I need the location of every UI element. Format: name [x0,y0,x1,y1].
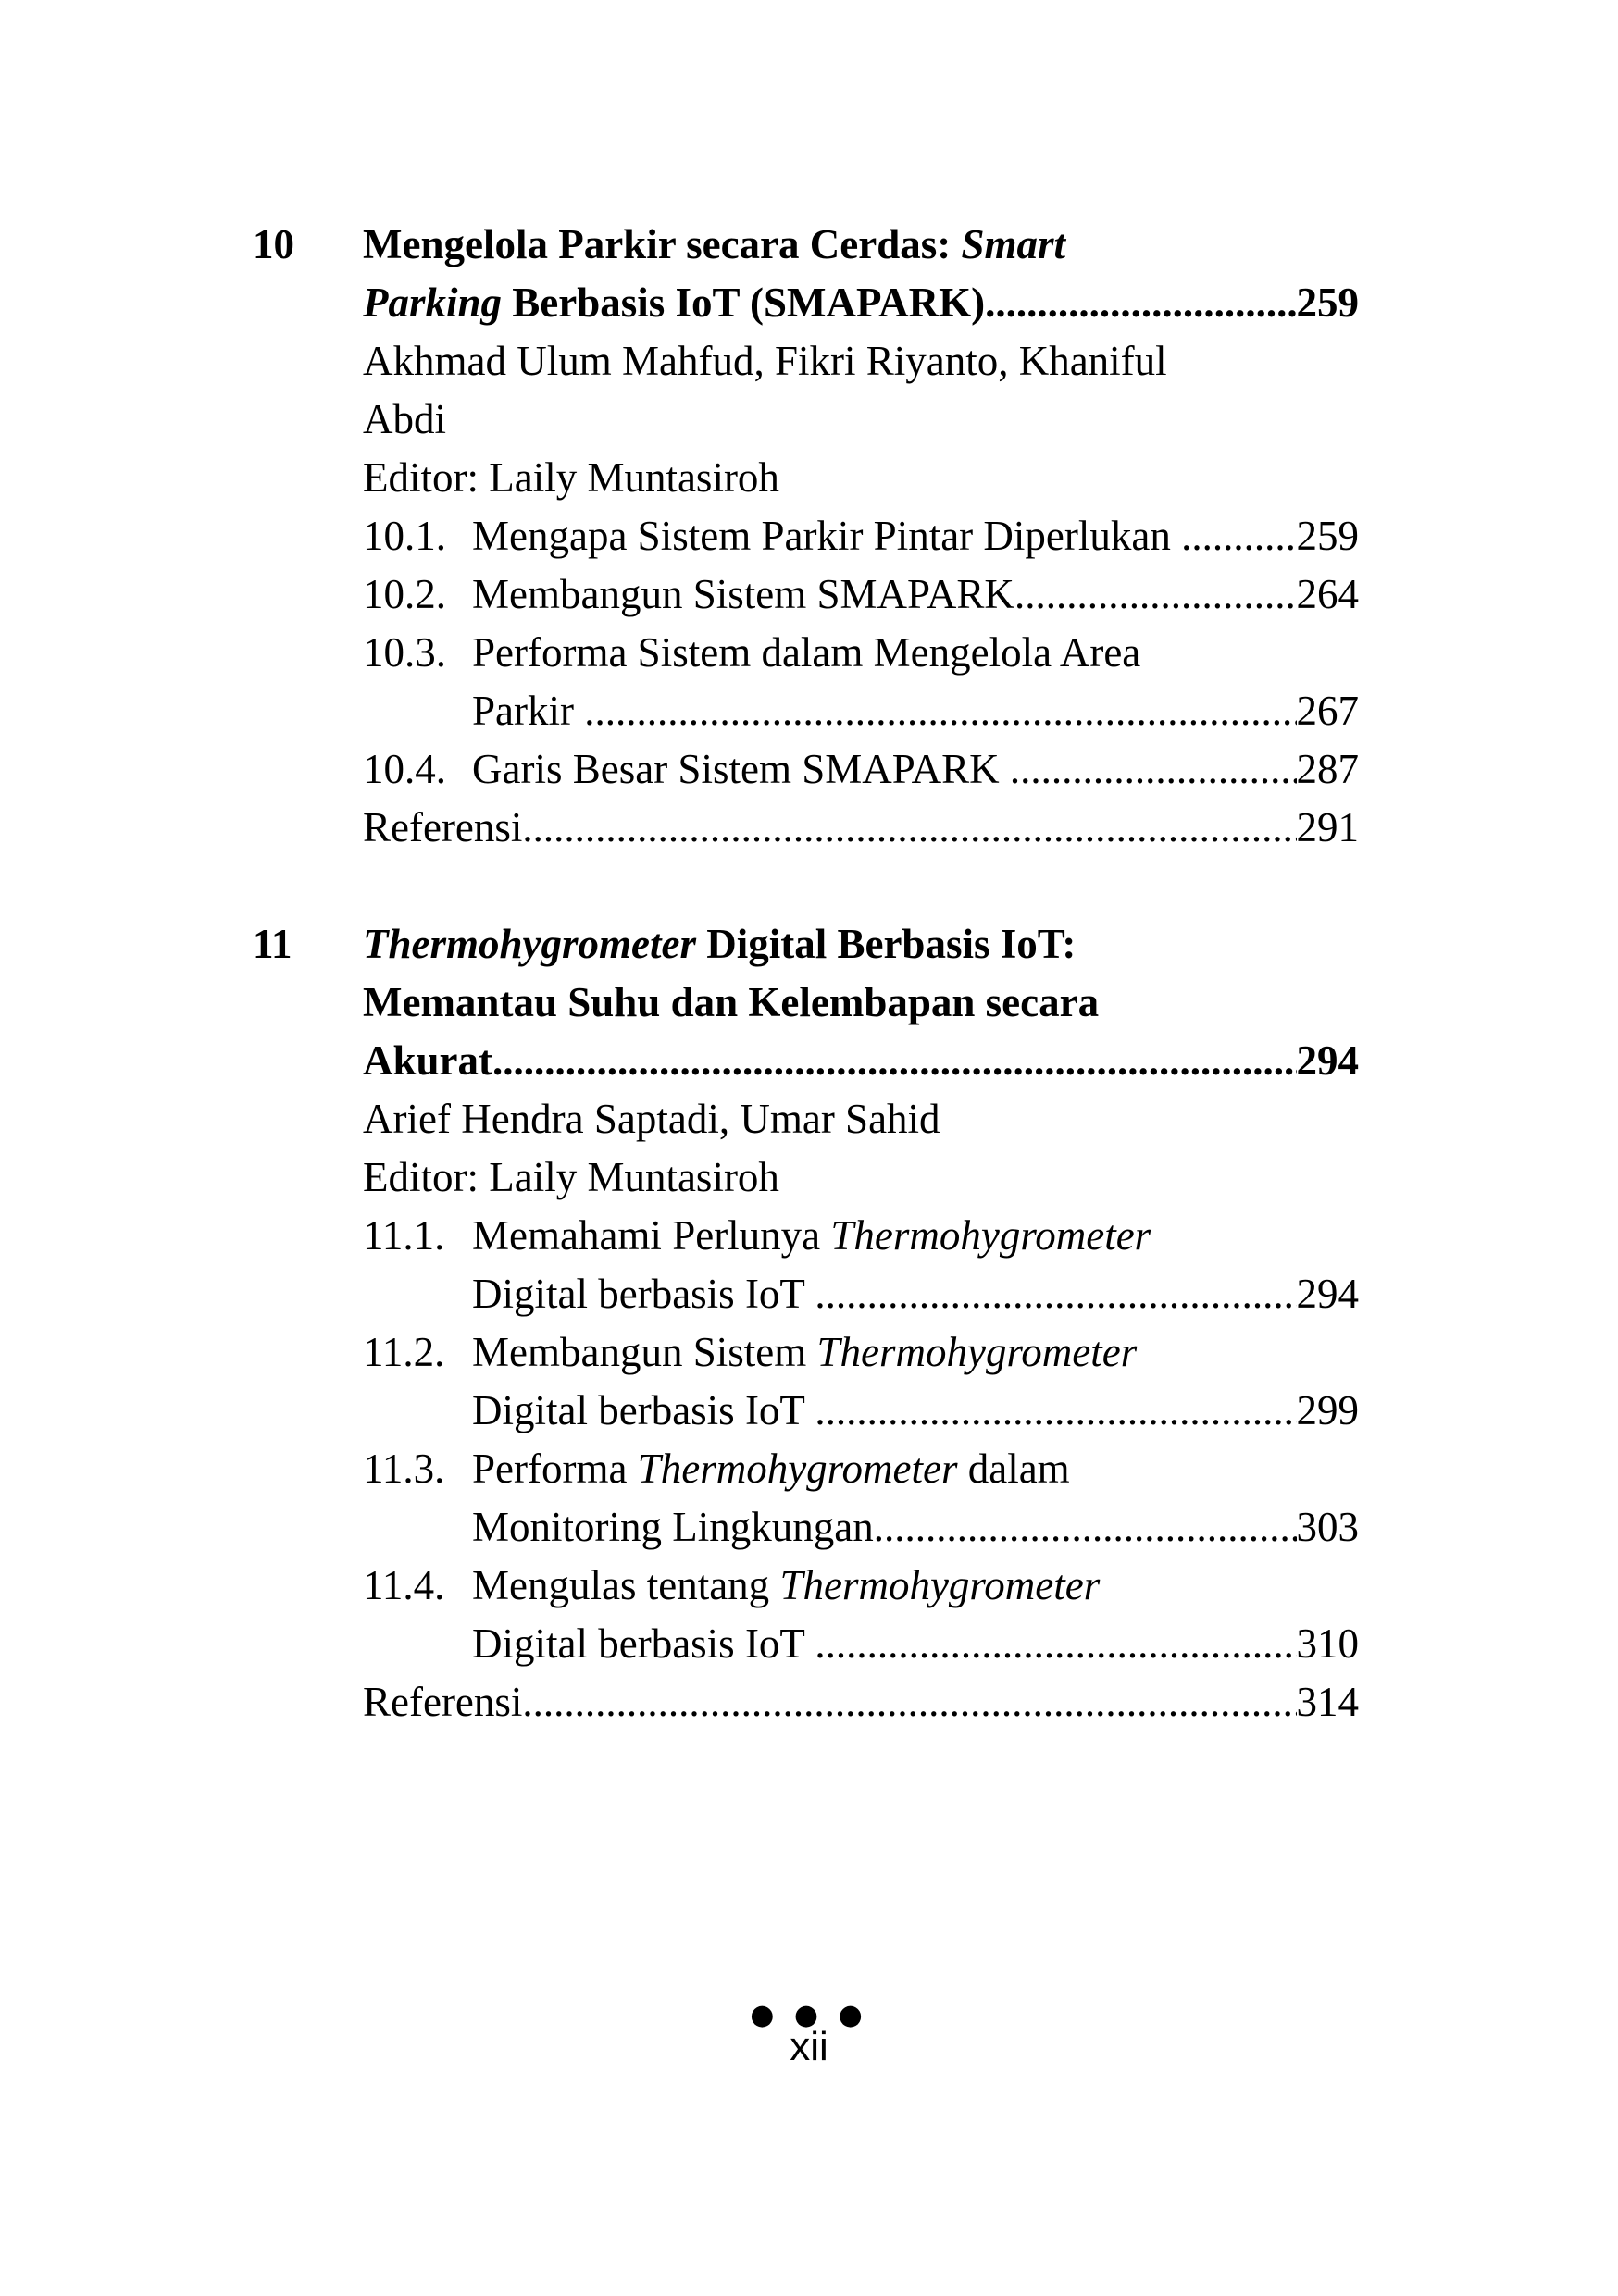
chapter-10-title-part-2: Berbasis IoT (SMAPARK) [502,279,986,326]
chapter-10-title-line-1[interactable] [363,215,1359,274]
toc-entry-10-4[interactable] [363,739,1359,799]
chapter-11-title-italic: Thermohygrometer [363,921,696,967]
section-title: Performa Sistem dalam Mengelola Area [472,629,1141,676]
references-page: 314 [1296,1679,1359,1725]
section-title-continued: Monitoring Lingkungan [472,1504,874,1550]
references-page: 291 [1296,804,1359,850]
leader-dots [815,1381,1296,1440]
leader-dots [1181,506,1296,565]
section-title-italic: Thermohygrometer [637,1446,958,1492]
references-label: Referensi [363,1679,523,1725]
section-number: 10.1. [363,513,446,559]
chapter-11-title-part-3: Akurat [363,1037,493,1084]
leader-dots [815,1264,1296,1323]
chapter-11-number: 11 [253,921,292,967]
leader-dots [874,1497,1297,1557]
section-title-italic: Thermohygrometer [830,1212,1151,1259]
section-title-continued: Digital berbasis IoT [472,1620,815,1667]
toc-entry-11-2-line-1[interactable] [363,1322,1359,1382]
chapter-11-authors: Arief Hendra Saptadi, Umar Sahid [363,1096,940,1142]
section-page: 287 [1296,746,1359,792]
section-number: 10.2. [363,571,446,617]
section-page: 264 [1296,571,1359,617]
section-title: Performa [472,1446,638,1492]
section-page: 259 [1296,513,1359,559]
toc-entry-11-references[interactable] [363,1672,1359,1731]
section-title: Garis Besar Sistem SMAPARK [472,746,1010,792]
section-page: 310 [1296,1620,1359,1667]
toc-entry-10-references[interactable] [363,798,1359,857]
chapter-10-title-line-2[interactable] [363,273,1359,332]
section-title: Mengulas tentang [472,1562,780,1608]
section-number: 11.2. [363,1329,445,1375]
toc-entry-11-4-line-1[interactable] [363,1556,1359,1615]
leader-dots [985,273,1296,332]
section-title: Membangun Sistem SMAPARK [472,571,1014,617]
section-number: 11.1. [363,1212,445,1259]
chapter-10-authors-line-1: Akhmad Ulum Mahfud, Fikri Riyanto, Khaniful [363,338,1167,384]
section-number: 10.3. [363,629,446,676]
references-label: Referensi [363,804,523,850]
chapter-10-title-italic-2: Parking [363,279,503,326]
chapter-11-title-line-1[interactable] [363,914,1359,974]
chapter-11-title-part: Digital Berbasis IoT: [695,921,1077,967]
toc-entry-10-3-line-2[interactable] [472,681,1359,740]
chapter-11-page: 294 [1296,1037,1359,1084]
toc-entry-11-2-line-2[interactable] [472,1381,1359,1440]
section-title-italic: Thermohygrometer [816,1329,1138,1375]
footer-ornament: ● ● ● [750,1999,868,2031]
page-number: xii [790,2024,828,2069]
leader-dots [492,1031,1296,1090]
chapter-11-editor: Editor: Laily Muntasiroh [363,1154,779,1200]
chapter-11-title-line-2[interactable]: Memantau Suhu dan Kelembapan secara [363,979,1100,1025]
chapter-10-title-italic: Smart [961,221,1066,267]
leader-dots [1014,565,1297,624]
leader-dots [815,1614,1296,1673]
section-title: Memahami Perlunya [472,1212,831,1259]
section-number: 11.4. [363,1562,445,1608]
section-page: 267 [1296,688,1359,734]
section-number: 11.3. [363,1446,445,1492]
toc-entry-11-4-line-2[interactable] [472,1614,1359,1673]
section-number: 10.4. [363,746,446,792]
section-title-continued: Digital berbasis IoT [472,1387,815,1433]
chapter-11-title-line-3[interactable] [363,1031,1359,1090]
leader-dots [522,1672,1296,1731]
toc-entry-11-3-line-2[interactable] [472,1497,1359,1557]
section-page: 294 [1296,1271,1359,1317]
leader-dots [584,681,1296,740]
section-title-continued: Digital berbasis IoT [472,1271,815,1317]
section-title: Membangun Sistem [472,1329,817,1375]
leader-dots [522,798,1296,857]
chapter-10-title-part: Mengelola Parkir secara Cerdas: [363,221,962,267]
toc-entry-11-3-line-1[interactable] [363,1439,1359,1498]
section-page: 299 [1296,1387,1359,1433]
section-title: Mengapa Sistem Parkir Pintar Diperlukan [472,513,1182,559]
section-page: 303 [1296,1504,1359,1550]
chapter-10-editor: Editor: Laily Muntasiroh [363,454,779,501]
section-title-italic: Thermohygrometer [779,1562,1101,1608]
section-title-tail: dalam [957,1446,1070,1492]
chapter-10-authors-line-2: Abdi [363,396,446,442]
toc-entry-10-1[interactable] [363,506,1359,565]
toc-entry-10-3-line-1[interactable] [363,623,1359,682]
chapter-10-page: 259 [1296,279,1359,326]
toc-entry-10-2[interactable] [363,565,1359,624]
chapter-10-number: 10 [253,221,294,267]
leader-dots [1010,739,1297,799]
section-title-continued: Parkir [472,688,585,734]
toc-entry-11-1-line-2[interactable] [472,1264,1359,1323]
toc-entry-11-1-line-1[interactable] [363,1206,1359,1265]
